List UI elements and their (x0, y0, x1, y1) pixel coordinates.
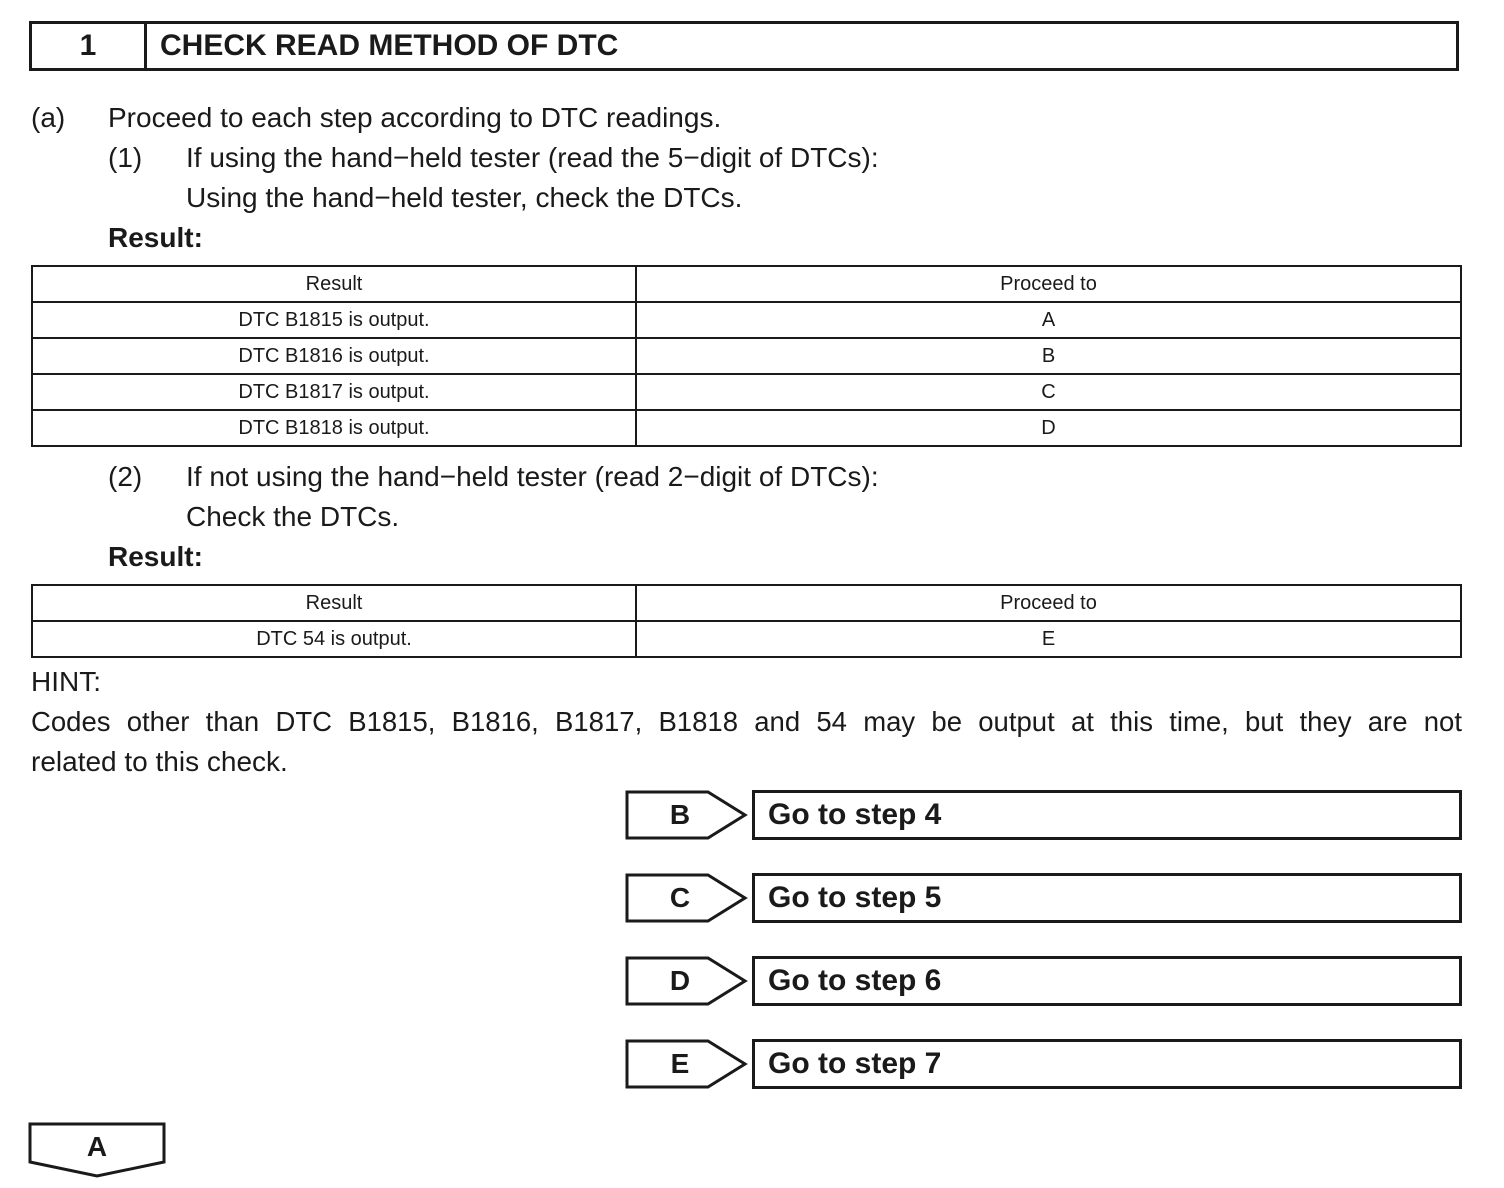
table-header-result: Result (32, 266, 636, 302)
table-header-row (32, 585, 1461, 621)
step-title: CHECK READ METHOD OF DTC (160, 29, 619, 62)
table-cell-proceed: E (636, 621, 1461, 657)
branch-target[interactable]: Go to step 5 (752, 873, 1462, 923)
table-header-proceed: Proceed to (636, 585, 1461, 621)
result-table-2 (31, 584, 1462, 658)
table-cell-result: DTC 54 is output. (32, 621, 636, 657)
table-row (32, 302, 1461, 338)
branch-target[interactable]: Go to step 7 (752, 1039, 1462, 1089)
substep-2-label: (2) (108, 461, 143, 492)
step-header (29, 21, 1459, 71)
result-table-1 (31, 265, 1462, 447)
hint-line2: related to this check. (31, 746, 288, 777)
substep-1-line1: If using the hand−held tester (read the 5−digit of DTCs): (186, 142, 879, 173)
branch-letter: D (669, 965, 691, 996)
substep-1-line2: Using the hand−held tester, check the DTCs. (186, 182, 743, 213)
substep-2-line2: Check the DTCs. (186, 501, 400, 532)
table-cell-proceed: C (636, 374, 1461, 410)
hint-label: HINT: (31, 666, 101, 697)
result-label-1: Result: (108, 222, 203, 253)
hint-line1: Codes other than DTC B1815, B1816, B1817, B1818 and 54 may be output at this time, but they are not (31, 706, 1462, 737)
step-number: 1 (32, 24, 147, 68)
item-a-text: Proceed to each step according to DTC readings. (108, 102, 722, 133)
table-header-proceed: Proceed to (636, 266, 1461, 302)
table-cell-result: DTC B1817 is output. (32, 374, 636, 410)
table-cell-proceed: A (636, 302, 1461, 338)
item-a-label: (a) (31, 102, 66, 133)
table-row (32, 374, 1461, 410)
continue-a[interactable] (28, 1122, 166, 1178)
branch-letter: C (669, 882, 691, 913)
table-cell-result: DTC B1818 is output. (32, 410, 636, 446)
branch-target[interactable]: Go to step 6 (752, 956, 1462, 1006)
branch-target[interactable]: Go to step 4 (752, 790, 1462, 840)
substep-2-line1: If not using the hand−held tester (read 2−digit of DTCs): (186, 461, 879, 492)
branch-c[interactable] (625, 873, 1462, 923)
branch-d[interactable] (625, 956, 1462, 1006)
branch-e[interactable] (625, 1039, 1462, 1089)
branch-letter: E (670, 1048, 690, 1079)
branch-b[interactable] (625, 790, 1462, 840)
table-cell-result: DTC B1815 is output. (32, 302, 636, 338)
substep-1-label: (1) (108, 142, 143, 173)
table-cell-result: DTC B1816 is output. (32, 338, 636, 374)
table-cell-proceed: D (636, 410, 1461, 446)
table-header-result: Result (32, 585, 636, 621)
continue-letter: A (86, 1131, 108, 1162)
table-row (32, 338, 1461, 374)
table-row (32, 410, 1461, 446)
branch-letter: B (669, 799, 691, 830)
table-cell-proceed: B (636, 338, 1461, 374)
result-label-2: Result: (108, 541, 203, 572)
table-header-row (32, 266, 1461, 302)
table-row (32, 621, 1461, 657)
